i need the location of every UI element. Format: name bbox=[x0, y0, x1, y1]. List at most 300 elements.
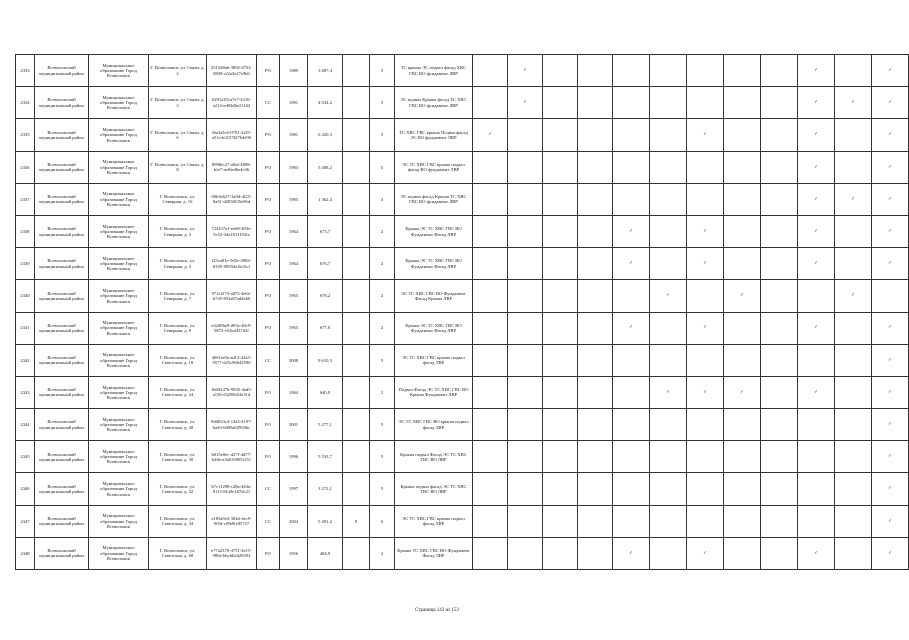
year-cell: 2004 bbox=[280, 505, 308, 537]
address-cell: Г. Всеволожск, ул. Связи, д. 2 bbox=[149, 55, 207, 87]
floors-cell: 2 bbox=[370, 248, 395, 280]
empty-check-cell bbox=[543, 441, 578, 473]
empty-check-cell bbox=[543, 87, 578, 119]
empty-check-cell bbox=[761, 376, 798, 408]
empty-check-cell bbox=[543, 151, 578, 183]
floors-cell: 5 bbox=[370, 473, 395, 505]
empty-check-cell bbox=[613, 441, 650, 473]
ownership-form-cell: РО bbox=[257, 248, 280, 280]
empty-check-cell bbox=[578, 151, 613, 183]
extra-cell bbox=[343, 55, 370, 87]
empty-check-cell bbox=[835, 248, 872, 280]
address-cell: Г. Всеволожск, ул. Северная, д. 7 bbox=[149, 280, 207, 312]
municipality-cell: Муниципальное образование Город Всеволожск bbox=[89, 537, 149, 569]
empty-check-cell bbox=[473, 505, 508, 537]
district-cell: Всеволожский муниципальный район bbox=[35, 312, 89, 344]
extra-cell bbox=[343, 280, 370, 312]
row-number: 2343 bbox=[16, 376, 35, 408]
empty-check-cell bbox=[687, 55, 724, 87]
check-mark-icon: ✓ bbox=[872, 119, 909, 151]
empty-check-cell bbox=[650, 312, 687, 344]
extra-cell bbox=[343, 151, 370, 183]
check-mark-icon: ✓ bbox=[687, 215, 724, 247]
area-cell: 678,2 bbox=[308, 280, 343, 312]
check-mark-icon: ✓ bbox=[687, 248, 724, 280]
works-cell: ТС ХВС ГВС крыша Подвал фасад ЭС ВО фундамент ЛВР bbox=[395, 119, 473, 151]
year-cell: 1956 bbox=[280, 537, 308, 569]
ownership-form-cell: РО bbox=[257, 183, 280, 215]
check-mark-icon: ✓ bbox=[508, 87, 543, 119]
empty-check-cell bbox=[508, 280, 543, 312]
district-cell: Всеволожский муниципальный район bbox=[35, 183, 89, 215]
empty-check-cell bbox=[578, 344, 613, 376]
table-row bbox=[16, 119, 909, 151]
works-cell: Крыша подвал фасад ЭС ТС ХВС ГВС ВО ЛВР bbox=[395, 473, 473, 505]
empty-check-cell bbox=[543, 119, 578, 151]
empty-check-cell bbox=[724, 151, 761, 183]
address-cell: Г. Всеволожск, ул. Северная, д. 5 bbox=[149, 248, 207, 280]
works-cell: ТС крыша ЭС подвал фасад ХВС ГВС ВО фундамент ЛВР bbox=[395, 55, 473, 87]
empty-check-cell bbox=[543, 280, 578, 312]
empty-check-cell bbox=[650, 87, 687, 119]
check-mark-icon: ✓ bbox=[687, 376, 724, 408]
works-cell: ЭС подвал фасад Крыша ТС ХВС ГВС ВО фундамент ЛВР bbox=[395, 183, 473, 215]
floors-cell: 5 bbox=[370, 119, 395, 151]
row-number: 2334 bbox=[16, 87, 35, 119]
year-cell: 1964 bbox=[280, 248, 308, 280]
guid-cell: 8996fc27-a0af-4808-bfe7-aef6ed6e4e36 bbox=[207, 151, 257, 183]
empty-check-cell bbox=[508, 409, 543, 441]
works-cell: ЭС ТС ХВС ГВС ВО крыша подвал фасад ЛВР bbox=[395, 409, 473, 441]
empty-check-cell bbox=[650, 215, 687, 247]
works-cell: Крыша ТС ХВС ГВС ВО Фундамент Фасад ЛВР bbox=[395, 537, 473, 569]
year-cell: 1985 bbox=[280, 183, 308, 215]
empty-check-cell bbox=[835, 376, 872, 408]
municipality-cell: Муниципальное образование Город Всеволожск bbox=[89, 248, 149, 280]
municipality-cell: Муниципальное образование Город Всеволожск bbox=[89, 344, 149, 376]
extra-cell bbox=[343, 119, 370, 151]
empty-check-cell bbox=[835, 344, 872, 376]
district-cell: Всеволожский муниципальный район bbox=[35, 409, 89, 441]
district-cell: Всеволожский муниципальный район bbox=[35, 87, 89, 119]
floors-cell: 5 bbox=[370, 87, 395, 119]
ownership-form-cell: РО bbox=[257, 280, 280, 312]
empty-check-cell bbox=[761, 505, 798, 537]
check-mark-icon: ✓ bbox=[872, 183, 909, 215]
empty-check-cell bbox=[578, 55, 613, 87]
empty-check-cell bbox=[543, 183, 578, 215]
empty-check-cell bbox=[724, 215, 761, 247]
empty-check-cell bbox=[613, 183, 650, 215]
guid-cell: 67c11298-c28a-443a-8115-81a9e167dc21 bbox=[207, 473, 257, 505]
empty-check-cell bbox=[798, 505, 835, 537]
empty-check-cell bbox=[650, 151, 687, 183]
check-mark-icon: ✓ bbox=[835, 280, 872, 312]
year-cell: 1964 bbox=[280, 376, 308, 408]
empty-check-cell bbox=[473, 376, 508, 408]
municipality-cell: Муниципальное образование Город Всеволожск bbox=[89, 441, 149, 473]
empty-check-cell bbox=[650, 537, 687, 569]
area-cell: 6 420,3 bbox=[308, 119, 343, 151]
empty-check-cell bbox=[687, 151, 724, 183]
row-number: 2345 bbox=[16, 441, 35, 473]
municipality-cell: Муниципальное образование Город Всеволожск bbox=[89, 151, 149, 183]
check-mark-icon: ✓ bbox=[872, 87, 909, 119]
check-mark-icon: ✓ bbox=[508, 55, 543, 87]
empty-check-cell bbox=[543, 537, 578, 569]
check-mark-icon: ✓ bbox=[872, 537, 909, 569]
municipality-cell: Муниципальное образование Город Всеволожск bbox=[89, 376, 149, 408]
check-mark-icon: ✓ bbox=[872, 376, 909, 408]
check-mark-icon: ✓ bbox=[872, 409, 909, 441]
empty-check-cell bbox=[508, 505, 543, 537]
ownership-form-cell: РО bbox=[257, 376, 280, 408]
empty-check-cell bbox=[613, 344, 650, 376]
empty-check-cell bbox=[650, 344, 687, 376]
empty-check-cell bbox=[798, 344, 835, 376]
empty-check-cell bbox=[613, 473, 650, 505]
guid-cell: 69b3e627-3a9d-4f25-8a51-d2050f35e96d bbox=[207, 183, 257, 215]
empty-check-cell bbox=[724, 87, 761, 119]
empty-check-cell bbox=[761, 537, 798, 569]
address-cell: Г. Всеволожск, ул. Советская, д. 34 bbox=[149, 505, 207, 537]
empty-check-cell bbox=[872, 280, 909, 312]
works-cell: Крыша ЭС ТС ХВС ГВС ВО Фундамент Фасад ЛВР bbox=[395, 215, 473, 247]
area-cell: 1 362,4 bbox=[308, 183, 343, 215]
empty-check-cell bbox=[798, 473, 835, 505]
guid-cell: f23ca81e-5d5e-4983-8105-09594e2b15cf bbox=[207, 248, 257, 280]
row-number: 2341 bbox=[16, 312, 35, 344]
empty-check-cell bbox=[578, 505, 613, 537]
empty-check-cell bbox=[578, 87, 613, 119]
row-number: 2337 bbox=[16, 183, 35, 215]
empty-check-cell bbox=[724, 441, 761, 473]
empty-check-cell bbox=[613, 280, 650, 312]
empty-check-cell bbox=[835, 215, 872, 247]
empty-check-cell bbox=[578, 473, 613, 505]
year-cell: 1965 bbox=[280, 312, 308, 344]
guid-cell: 4061fe0a-ad13-42a5-9577-d25c96642590 bbox=[207, 344, 257, 376]
check-mark-icon: ✓ bbox=[872, 344, 909, 376]
works-cell: ЭС ТС ХВС ГВС ВО Фундамент Фасад Крыша ЛВР bbox=[395, 280, 473, 312]
year-cell: 1991 bbox=[280, 87, 308, 119]
table-row bbox=[16, 55, 909, 87]
empty-check-cell bbox=[650, 55, 687, 87]
table-row bbox=[16, 409, 909, 441]
empty-check-cell bbox=[724, 473, 761, 505]
check-mark-icon: ✓ bbox=[798, 55, 835, 87]
extra-cell bbox=[343, 215, 370, 247]
empty-check-cell bbox=[543, 312, 578, 344]
ownership-form-cell: РО bbox=[257, 151, 280, 183]
empty-check-cell bbox=[724, 55, 761, 87]
row-number: 2335 bbox=[16, 119, 35, 151]
district-cell: Всеволожский муниципальный район bbox=[35, 215, 89, 247]
extra-cell bbox=[343, 312, 370, 344]
empty-check-cell bbox=[473, 151, 508, 183]
check-mark-icon: ✓ bbox=[798, 183, 835, 215]
ownership-form-cell: РО bbox=[257, 215, 280, 247]
empty-check-cell bbox=[508, 473, 543, 505]
address-cell: Г. Всеволожск, ул. Связи, д. 8 bbox=[149, 151, 207, 183]
extra-cell bbox=[343, 344, 370, 376]
empty-check-cell bbox=[835, 119, 872, 151]
empty-check-cell bbox=[650, 183, 687, 215]
check-mark-icon: ✓ bbox=[613, 248, 650, 280]
year-cell: 1989 bbox=[280, 55, 308, 87]
extra-cell bbox=[343, 376, 370, 408]
empty-check-cell bbox=[761, 473, 798, 505]
area-cell: 5 277,1 bbox=[308, 409, 343, 441]
year-cell: 1997 bbox=[280, 473, 308, 505]
area-cell: 9 610,3 bbox=[308, 344, 343, 376]
empty-check-cell bbox=[543, 376, 578, 408]
empty-check-cell bbox=[650, 441, 687, 473]
table-row bbox=[16, 537, 909, 569]
check-mark-icon: ✓ bbox=[798, 537, 835, 569]
check-mark-icon: ✓ bbox=[835, 183, 872, 215]
empty-check-cell bbox=[578, 280, 613, 312]
address-cell: Г. Всеволожск, ул. Советская, д. 30 bbox=[149, 441, 207, 473]
works-cell: ЭС ТС ХВС ГВС крыша подвал фасад ВО фундамент ЛВР bbox=[395, 151, 473, 183]
area-cell: 4 034,2 bbox=[308, 87, 343, 119]
table-row bbox=[16, 87, 909, 119]
guid-cell: f6a3a5c6-0781-42f5-a51e-b31576f764e96 bbox=[207, 119, 257, 151]
empty-check-cell bbox=[508, 215, 543, 247]
empty-check-cell bbox=[508, 183, 543, 215]
empty-check-cell bbox=[473, 280, 508, 312]
empty-check-cell bbox=[473, 344, 508, 376]
check-mark-icon: ✓ bbox=[798, 151, 835, 183]
row-number: 2340 bbox=[16, 280, 35, 312]
check-mark-icon: ✓ bbox=[872, 505, 909, 537]
check-mark-icon: ✓ bbox=[613, 537, 650, 569]
row-number: 2348 bbox=[16, 537, 35, 569]
empty-check-cell bbox=[578, 537, 613, 569]
year-cell: 1983 bbox=[280, 151, 308, 183]
empty-check-cell bbox=[613, 409, 650, 441]
floors-cell: 6 bbox=[370, 505, 395, 537]
guid-cell: e42d96e9-d93e-40c9-9672-e54e4437d2f bbox=[207, 312, 257, 344]
area-cell: 5 491,2 bbox=[308, 505, 343, 537]
extra-cell: 0 bbox=[343, 505, 370, 537]
extra-cell bbox=[343, 87, 370, 119]
empty-check-cell bbox=[543, 248, 578, 280]
floors-cell: 2 bbox=[370, 537, 395, 569]
municipality-cell: Муниципальное образование Город Всеволожск bbox=[89, 280, 149, 312]
guid-cell: 8dd033c4-14a5-4197-bad3-0d09a02950bc bbox=[207, 409, 257, 441]
empty-check-cell bbox=[798, 409, 835, 441]
empty-check-cell bbox=[761, 119, 798, 151]
floors-cell: 2 bbox=[370, 312, 395, 344]
works-cell: Подвал Фасад ЭС ТС ХВС ГВС ВО Крыша Фундамент ЛВР bbox=[395, 376, 473, 408]
row-number: 2339 bbox=[16, 248, 35, 280]
empty-check-cell bbox=[613, 376, 650, 408]
check-mark-icon: ✓ bbox=[798, 119, 835, 151]
empty-check-cell bbox=[473, 87, 508, 119]
empty-check-cell bbox=[835, 505, 872, 537]
empty-check-cell bbox=[543, 344, 578, 376]
empty-check-cell bbox=[687, 280, 724, 312]
district-cell: Всеволожский муниципальный район bbox=[35, 537, 89, 569]
register-body bbox=[16, 55, 909, 570]
floors-cell: 5 bbox=[370, 151, 395, 183]
year-cell: 2008 bbox=[280, 344, 308, 376]
floors-cell: 2 bbox=[370, 376, 395, 408]
empty-check-cell bbox=[724, 537, 761, 569]
empty-check-cell bbox=[761, 441, 798, 473]
table-row bbox=[16, 248, 909, 280]
area-cell: 673,7 bbox=[308, 215, 343, 247]
check-mark-icon: ✓ bbox=[872, 441, 909, 473]
address-cell: Г. Всеволожск, ул. Советская, д. 18 bbox=[149, 344, 207, 376]
district-cell: Всеволожский муниципальный район bbox=[35, 441, 89, 473]
empty-check-cell bbox=[578, 441, 613, 473]
empty-check-cell bbox=[687, 183, 724, 215]
empty-check-cell bbox=[508, 151, 543, 183]
empty-check-cell bbox=[687, 473, 724, 505]
empty-check-cell bbox=[543, 55, 578, 87]
address-cell: Г. Всеволожск, ул. Северная, д. 3 bbox=[149, 215, 207, 247]
guid-cell: b015e0ec-d27f-4d77-b40e-a3a6330051f51 bbox=[207, 441, 257, 473]
empty-check-cell bbox=[761, 183, 798, 215]
row-number: 2346 bbox=[16, 473, 35, 505]
ownership-form-cell: СС bbox=[257, 87, 280, 119]
area-cell: 3 687,4 bbox=[308, 55, 343, 87]
guid-cell: 723437a1-ee68-403e-9c53-34e1811183fa bbox=[207, 215, 257, 247]
year-cell: 2001 bbox=[280, 409, 308, 441]
empty-check-cell bbox=[508, 312, 543, 344]
empty-check-cell bbox=[578, 248, 613, 280]
empty-check-cell bbox=[473, 537, 508, 569]
address-cell: Г. Всеволожск, ул. Связи, д. 3 bbox=[149, 87, 207, 119]
district-cell: Всеволожский муниципальный район bbox=[35, 473, 89, 505]
empty-check-cell bbox=[687, 505, 724, 537]
ownership-form-cell: РО bbox=[257, 55, 280, 87]
works-cell: Крыша ЭС ТС ХВС ГВС ВО Фундамент Фасад ЛВР bbox=[395, 248, 473, 280]
ownership-form-cell: РО bbox=[257, 441, 280, 473]
check-mark-icon: ✓ bbox=[872, 151, 909, 183]
area-cell: 5 533,7 bbox=[308, 441, 343, 473]
year-cell: 1981 bbox=[280, 119, 308, 151]
empty-check-cell bbox=[473, 312, 508, 344]
municipality-cell: Муниципальное образование Город Всеволожск bbox=[89, 473, 149, 505]
extra-cell bbox=[343, 248, 370, 280]
municipality-cell: Муниципальное образование Город Всеволожск bbox=[89, 505, 149, 537]
table-row bbox=[16, 473, 909, 505]
empty-check-cell bbox=[761, 87, 798, 119]
empty-check-cell bbox=[508, 441, 543, 473]
guid-cell: 1b69247b-9935-4ad5-a156-d3298a52e31d bbox=[207, 376, 257, 408]
check-mark-icon: ✓ bbox=[650, 280, 687, 312]
district-cell: Всеволожский муниципальный район bbox=[35, 376, 89, 408]
guid-cell: 6291a351a7e7-4210-a212-ed03d6e21162 bbox=[207, 87, 257, 119]
district-cell: Всеволожский муниципальный район bbox=[35, 248, 89, 280]
empty-check-cell bbox=[761, 151, 798, 183]
ownership-form-cell: СС bbox=[257, 344, 280, 376]
empty-check-cell bbox=[473, 215, 508, 247]
row-number: 2344 bbox=[16, 409, 35, 441]
floors-cell: 5 bbox=[370, 409, 395, 441]
empty-check-cell bbox=[761, 215, 798, 247]
address-cell: Г. Всеволожск, ул. Советская, д. 32 bbox=[149, 473, 207, 505]
table-row bbox=[16, 280, 909, 312]
empty-check-cell bbox=[687, 441, 724, 473]
municipality-cell: Муниципальное образование Город Всеволожск bbox=[89, 55, 149, 87]
address-cell: Г. Всеволожск, ул. Советская, д. 28 bbox=[149, 409, 207, 441]
check-mark-icon: ✓ bbox=[798, 312, 835, 344]
empty-check-cell bbox=[508, 537, 543, 569]
ownership-form-cell: РО bbox=[257, 537, 280, 569]
area-cell: 3 272,1 bbox=[308, 473, 343, 505]
empty-check-cell bbox=[650, 248, 687, 280]
empty-check-cell bbox=[724, 119, 761, 151]
table-row bbox=[16, 151, 909, 183]
empty-check-cell bbox=[578, 312, 613, 344]
empty-check-cell bbox=[835, 312, 872, 344]
check-mark-icon: ✓ bbox=[687, 119, 724, 151]
empty-check-cell bbox=[613, 119, 650, 151]
ownership-form-cell: РО bbox=[257, 312, 280, 344]
year-cell: 1996 bbox=[280, 441, 308, 473]
row-number: 2347 bbox=[16, 505, 35, 537]
check-mark-icon: ✓ bbox=[798, 87, 835, 119]
floors-cell: 2 bbox=[370, 215, 395, 247]
works-cell: Крыша ЭС ТС ХВС ГВС ВО Фундамент Фасад ЛВР bbox=[395, 312, 473, 344]
check-mark-icon: ✓ bbox=[872, 312, 909, 344]
empty-check-cell bbox=[835, 473, 872, 505]
check-mark-icon: ✓ bbox=[798, 248, 835, 280]
empty-check-cell bbox=[835, 151, 872, 183]
extra-cell bbox=[343, 409, 370, 441]
table-row bbox=[16, 441, 909, 473]
municipality-cell: Муниципальное образование Город Всеволожск bbox=[89, 87, 149, 119]
area-cell: 484,9 bbox=[308, 537, 343, 569]
table-row bbox=[16, 376, 909, 408]
check-mark-icon: ✓ bbox=[687, 537, 724, 569]
empty-check-cell bbox=[508, 248, 543, 280]
floors-cell: 2 bbox=[370, 280, 395, 312]
empty-check-cell bbox=[613, 151, 650, 183]
works-cell: ЭС подвал Крыша фасад ТС ХВС ГВС ВО фундамент ЛВР bbox=[395, 87, 473, 119]
check-mark-icon: ✓ bbox=[473, 119, 508, 151]
table-row bbox=[16, 183, 909, 215]
extra-cell bbox=[343, 473, 370, 505]
extra-cell bbox=[343, 183, 370, 215]
empty-check-cell bbox=[508, 344, 543, 376]
empty-check-cell bbox=[798, 441, 835, 473]
municipality-cell: Муниципальное образование Город Всеволожск bbox=[89, 409, 149, 441]
address-cell: Г. Всеволожск, ул. Связи, д. 6 bbox=[149, 119, 207, 151]
row-number: 2338 bbox=[16, 215, 35, 247]
works-cell: ЭС ТС ХВС ГВС крыша подвал фасад ЛВР bbox=[395, 344, 473, 376]
empty-check-cell bbox=[473, 248, 508, 280]
area-cell: 5 408,2 bbox=[308, 151, 343, 183]
works-cell: ЭС ТС ХВС ГВС крыша подвал фасад ЛВР bbox=[395, 505, 473, 537]
check-mark-icon: ✓ bbox=[613, 312, 650, 344]
empty-check-cell bbox=[650, 409, 687, 441]
row-number: 2333 bbox=[16, 55, 35, 87]
address-cell: Г. Всеволожск, ул. Северная, д. 9 bbox=[149, 312, 207, 344]
empty-check-cell bbox=[650, 473, 687, 505]
check-mark-icon: ✓ bbox=[724, 376, 761, 408]
empty-check-cell bbox=[613, 87, 650, 119]
table-row bbox=[16, 344, 909, 376]
guid-cell: 2515d8ab-3892-4752-8838-cf2a3e27e9b6 bbox=[207, 55, 257, 87]
empty-check-cell bbox=[687, 87, 724, 119]
ownership-form-cell: РО bbox=[257, 119, 280, 151]
works-cell: Крыша подвал Фасад ЭС ТС ХВС ГВС ВО ЛВР bbox=[395, 441, 473, 473]
